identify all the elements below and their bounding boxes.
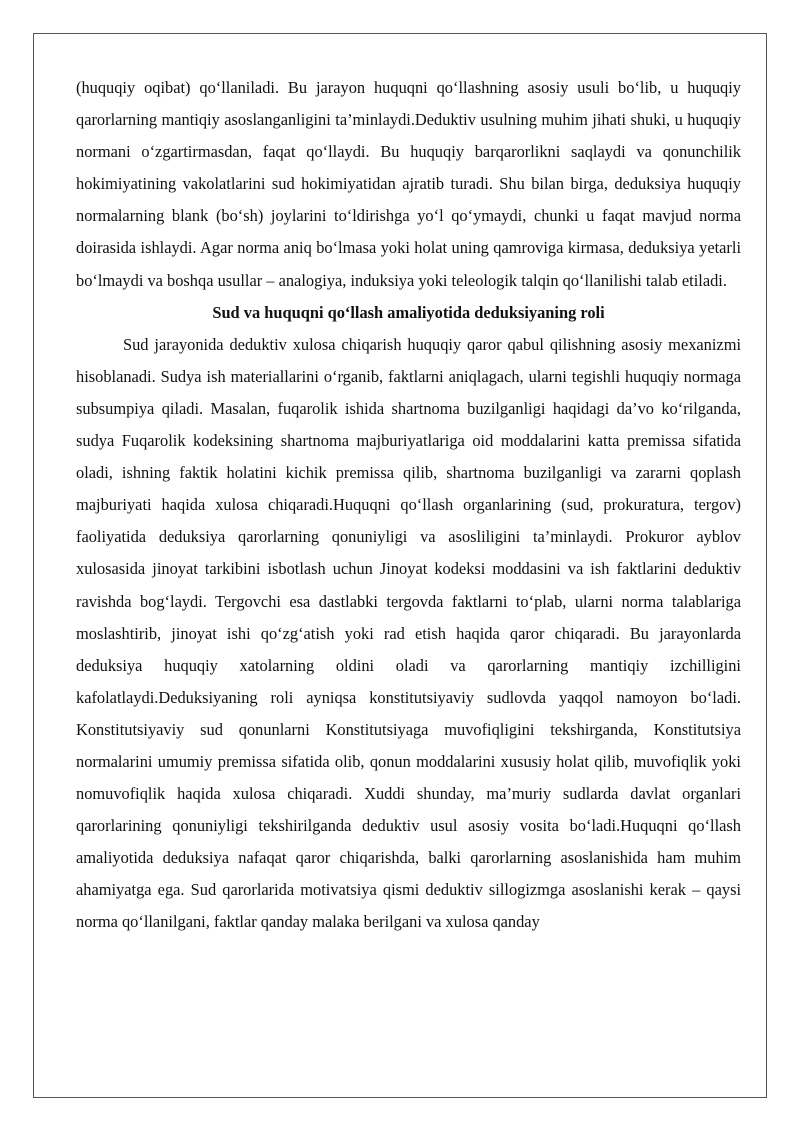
paragraph-continued: (huquqiy oqibat) qo‘llaniladi. Bu jarayon huquqni qo‘llashning asosiy usuli bo‘lib, u huquqiy qarorlarning mantiqiy asoslanganligini ta’minlaydi.Deduktiv usulning muhim jihati shuki, u huquqiy normani o‘zgartirmasdan, faqat qo‘llaydi. Bu huquqiy barqarorlikni saqlaydi va qonunchilik hokimiyatining vakolatlarini sud hokimiyatidan ajratib turadi. Shu bilan birga, deduksiya huquqiy normalarning blank (bo‘sh) joylarini to‘ldirishga yo‘l qo‘ymaydi, chunki u faqat mavjud norma doirasida ishlaydi. Agar norma aniq bo‘lmasa yoki holat uning qamroviga kirmasa, deduksiya yetarli bo‘lmaydi va boshqa usullar – analogiya, induksiya yoki teleologik talqin qo‘llanilishi talab etiladi. <box>76 78 741 290</box>
paragraph-body: Sud jarayonida deduktiv xulosa chiqarish huquqiy qaror qabul qilishning asosiy mexanizmi hisoblanadi. Sudya ish materiallarini o‘rganib, faktlarni aniqlagach, ularni tegishli huquqiy normaga subsumpiya qiladi. Masalan, fuqarolik ishida shartnoma buzilganligi haqidagi da’vo ko‘rilganda, sudya Fuqarolik kodeksining shartnoma majburiyatlariga oid moddalarini katta premissa sifatida oladi, ishning faktik holatini kichik premissa qilib, shartnoma buzilganligi va zararni qoplash majburiyati haqida xulosa chiqaradi.Huquqni qo‘llash organlarining (sud, prokuratura, tergov) faoliyatida deduksiya qarorlarning qonuniyligi va asosliligini ta’minlaydi. Prokuror ayblov xulosasida jinoyat tarkibini isbotlash uchun Jinoyat kodeksi moddasini va ish faktlarini deduktiv ravishda bog‘laydi. Tergovchi esa dastlabki tergovda faktlarni to‘plab, ularni norma talablariga moslashtirib, jinoyat ishi qo‘zg‘atish yoki rad etish haqida qaror chiqaradi. Bu jarayonlarda deduksiya huquqiy xatolarning oldini oladi va qarorlarning mantiqiy izchilligini kafolatlaydi.Deduksiyaning roli ayniqsa konstitutsiyaviy sudlovda yaqqol namoyon bo‘ladi. Konstitutsiyaviy sud qonunlarni Konstitutsiyaga muvofiqligini tekshirganda, Konstitutsiya normalarini umumiy premissa sifatida olib, qonun moddalarini xususiy holat qilib, muvofiqlik yoki nomuvofiqlik haqida xulosa chiqaradi. Xuddi shunday, ma’muriy sudlarda davlat organlari qarorlarining qonuniyligi tekshirilganda deduktiv usul asosiy vosita bo‘ladi.Huquqni qo‘llash amaliyotida deduksiya nafaqat qaror chiqarishda, balki qarorlarning asoslanishida ham muhim ahamiyatga ega. Sud qarorlarida motivatsiya qismi deduktiv sillogizmga asoslanishi kerak – qaysi norma qo‘llanilgani, faktlar qanday malaka berilgani va xulosa qanday <box>76 334 741 932</box>
section-heading: Sud va huquqni qo‘llash amaliyotida deduksiyaning roli <box>212 302 605 322</box>
document-body <box>76 72 741 939</box>
